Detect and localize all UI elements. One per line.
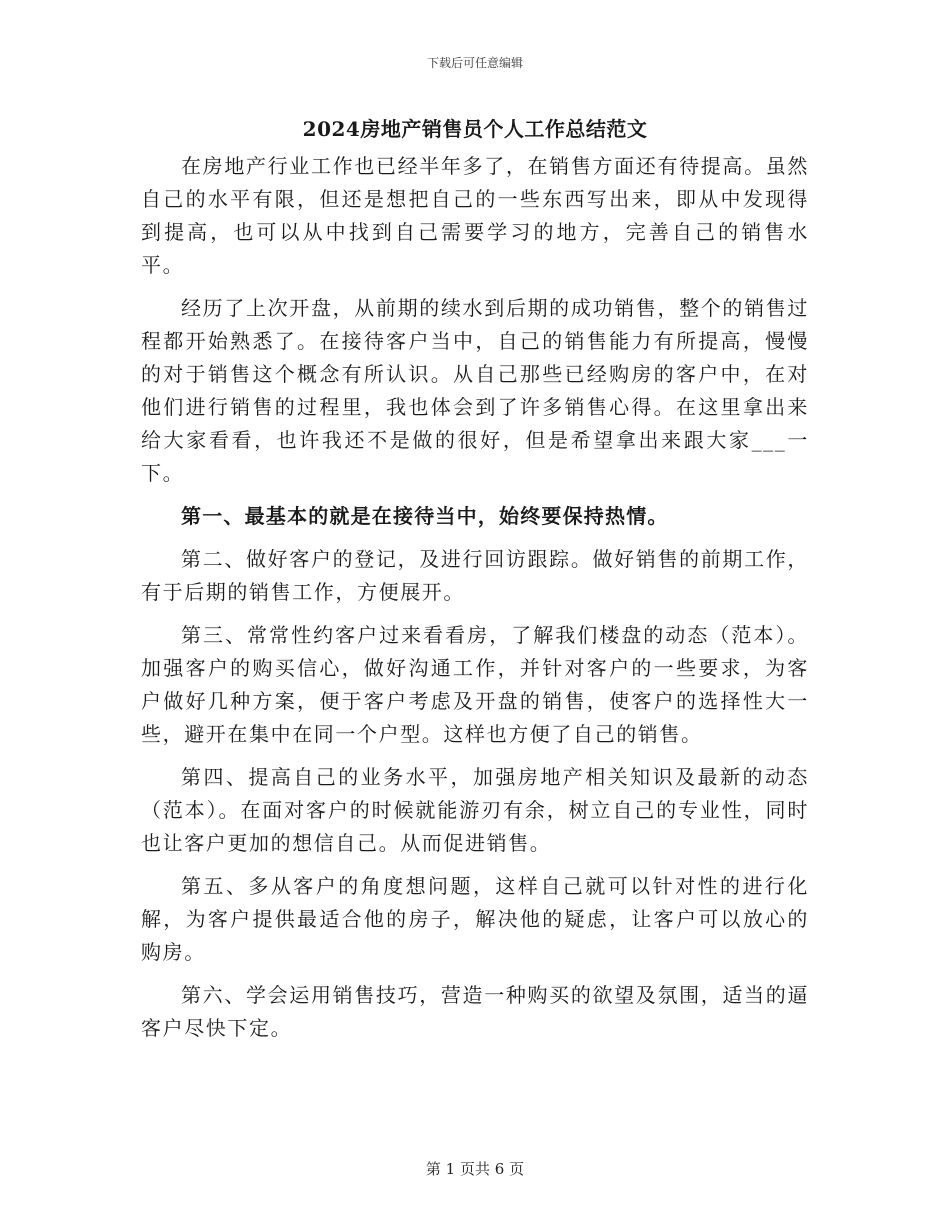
paragraph: 第三、常常性约客户过来看看房，了解我们楼盘的动态（范本）。加强客户的购买信心，做好沟通工作，并针对客户的一些要求，为客户做好几种方案，便于客户考虑及开盘的销售，使客户的选择性大一些，避开在集中在同一个户型。这样也方便了自己的销售。: [141, 623, 809, 746]
paragraph: 第四、提高自己的业务水平，加强房地产相关知识及最新的动态（范本）。在面对客户的时候就能游刃有余，树立自己的专业性，同时也让客户更加的想信自己。从而促进销售。: [141, 765, 809, 855]
paragraph-list: [141, 150, 809, 1045]
document-title: 2024房地产销售员个人工作总结范文: [302, 117, 648, 141]
page-footer: 第 1 页共 6 页: [425, 1160, 525, 1178]
paragraph: 第六、学会运用销售技巧，营造一种购买的欲望及氛围，适当的逼客户尽快下定。: [141, 983, 809, 1040]
paragraph-heading: 第一、最基本的就是在接待当中，始终要保持热情。: [181, 504, 669, 528]
document-body: [141, 112, 809, 1055]
page-header: 下载后可任意编辑: [426, 56, 523, 70]
paragraph: 在房地产行业工作也已经半年多了，在销售方面还有待提高。虽然自己的水平有限，但还是想把自己的一些东西写出来，即从中发现得到提高，也可以从中找到自己需要学习的地方，完善自己的销售水平。: [141, 154, 809, 277]
paragraph: 第二、做好客户的登记，及进行回访跟踪。做好销售的前期工作，有于后期的销售工作，方便展开。: [141, 547, 809, 604]
paragraph: 第五、多从客户的角度想问题，这样自己就可以针对性的进行化解，为客户提供最适合他的房子，解决他的疑虑，让客户可以放心的购房。: [141, 874, 809, 964]
paragraph: 经历了上次开盘，从前期的续水到后期的成功销售，整个的销售过程都开始熟悉了。在接待客户当中，自己的销售能力有所提高，慢慢的对于销售这个概念有所认识。从自己那些已经购房的客户中，在对他们进行销售的过程里，我也体会到了许多销售心得。在这里拿出来给大家看看，也许我还不是做的很好，但是希望拿出来跟大家___一下。: [141, 296, 809, 485]
